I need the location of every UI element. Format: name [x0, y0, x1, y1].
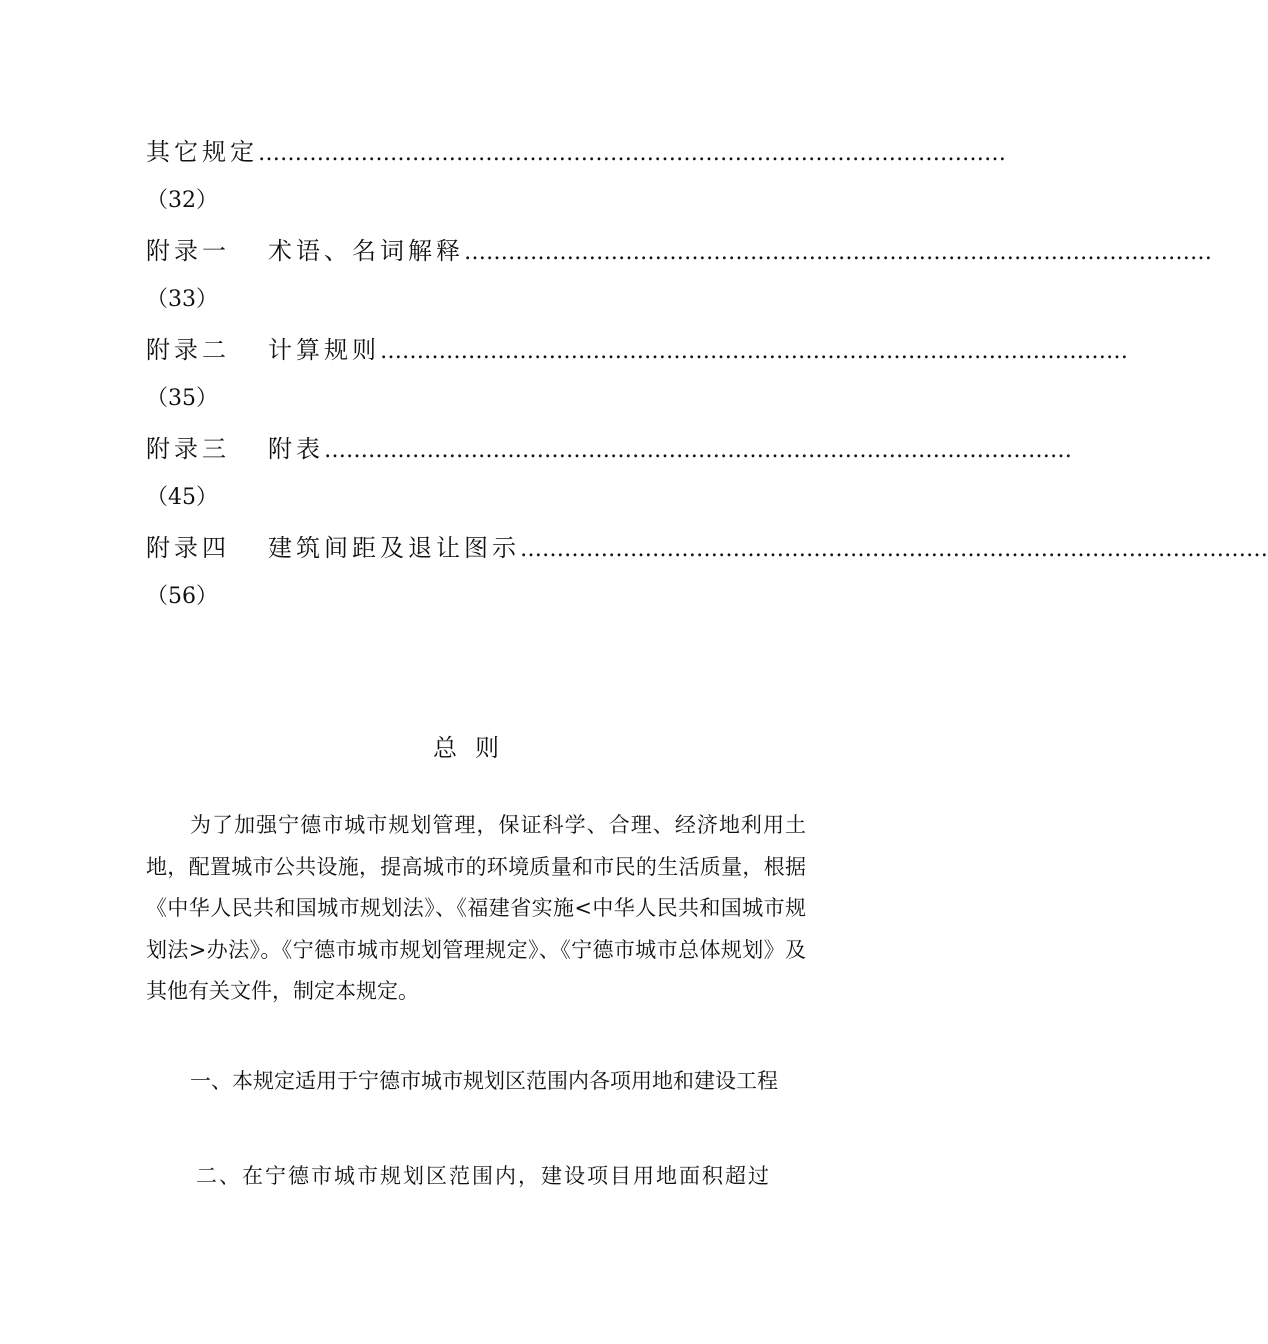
toc-entry-appendix-4: [146, 533, 1268, 563]
toc-entry-appendix-2: [146, 335, 1128, 365]
toc-leader-dots: …………………………………………………………………………………………: [520, 537, 1268, 562]
toc-label: 附录四: [146, 534, 230, 562]
toc-page-number: （45）: [146, 485, 218, 510]
body-paragraph-intro: 为了加强宁德市城市规划管理，保证科学、合理、经济地利用土地，配置城市公共设施，提高城市的环境质量和市民的生活质量，根据《中华人民共和国城市规划法》、《福建省实施<中华人民共和国城市规划法>办法》。《宁德市城市规划管理规定》、《宁德市城市总体规划》及其他有关文件，制定本规定。: [146, 813, 806, 1003]
toc-page-number: （56）: [146, 584, 218, 609]
toc-label: 附录二: [146, 336, 230, 364]
toc-leader-dots: …………………………………………………………………………………………: [258, 141, 1006, 166]
toc-leader-dots: …………………………………………………………………………………………: [380, 339, 1128, 364]
toc-title: 术语、名词解释: [268, 237, 464, 265]
toc-title: 附表: [268, 435, 324, 463]
toc-entry-other-rules: [146, 137, 1006, 167]
toc-title: 计算规则: [268, 336, 380, 364]
toc-page-number: （32）: [146, 188, 218, 213]
toc-page-number: （35）: [146, 386, 218, 411]
body-paragraph-article-2: 二、在宁德市城市规划区范围内，建设项目用地面积超过: [196, 1164, 771, 1188]
toc-label: 其它规定: [146, 138, 258, 166]
toc-label: 附录三: [146, 435, 230, 463]
toc-title: 建筑间距及退让图示: [268, 534, 520, 562]
toc-leader-dots: …………………………………………………………………………………………: [324, 438, 1072, 463]
toc-entry-appendix-1: [146, 236, 1212, 266]
toc-page-number: （33）: [146, 287, 218, 312]
toc-entry-appendix-3: [146, 434, 1072, 464]
toc-leader-dots: …………………………………………………………………………………………: [464, 240, 1212, 265]
toc-label: 附录一: [146, 237, 230, 265]
body-paragraph-article-1: 一、本规定适用于宁德市城市规划区范围内各项用地和建设工程: [190, 1069, 778, 1093]
section-heading: 总则: [433, 734, 517, 762]
